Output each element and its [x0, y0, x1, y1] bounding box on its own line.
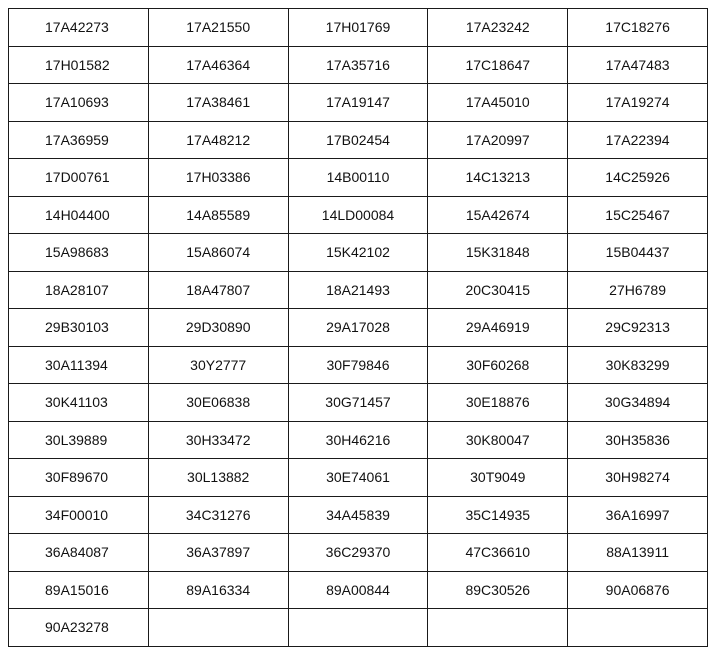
plate-number-cell: 36A84087 — [9, 534, 149, 572]
plate-number-cell: 36A16997 — [568, 496, 708, 534]
plate-number-cell: 90A06876 — [568, 571, 708, 609]
plate-number-cell: 17A35716 — [288, 46, 428, 84]
table-row — [9, 121, 708, 159]
plate-number-cell: 17A42273 — [9, 9, 149, 47]
table-row — [9, 271, 708, 309]
plate-number-cell: 29A46919 — [428, 309, 568, 347]
plate-number-cell: 17H01582 — [9, 46, 149, 84]
plate-number-cell: 15A42674 — [428, 196, 568, 234]
plate-number-cell: 30H98274 — [568, 459, 708, 497]
plate-number-cell: 18A21493 — [288, 271, 428, 309]
table-row — [9, 309, 708, 347]
plate-number-cell: 17A38461 — [148, 84, 288, 122]
table-row — [9, 9, 708, 47]
plate-number-cell: 14C13213 — [428, 159, 568, 197]
plate-number-cell: 29C92313 — [568, 309, 708, 347]
plate-number-cell: 30G71457 — [288, 384, 428, 422]
plate-number-cell: 17C18647 — [428, 46, 568, 84]
plate-number-cell: 30K83299 — [568, 346, 708, 384]
empty-cell — [148, 609, 288, 647]
table-row — [9, 346, 708, 384]
plate-number-cell: 30E06838 — [148, 384, 288, 422]
plate-number-cell: 14LD00084 — [288, 196, 428, 234]
plate-number-cell: 29D30890 — [148, 309, 288, 347]
plate-number-cell: 20C30415 — [428, 271, 568, 309]
table-row — [9, 196, 708, 234]
empty-cell — [288, 609, 428, 647]
plate-number-cell: 30E18876 — [428, 384, 568, 422]
plate-number-cell: 17D00761 — [9, 159, 149, 197]
empty-cell — [428, 609, 568, 647]
plate-number-cell: 17C18276 — [568, 9, 708, 47]
plate-number-cell: 29B30103 — [9, 309, 149, 347]
plate-number-cell: 17A47483 — [568, 46, 708, 84]
plate-number-cell: 34A45839 — [288, 496, 428, 534]
plate-number-cell: 89C30526 — [428, 571, 568, 609]
table-row — [9, 534, 708, 572]
table-row — [9, 459, 708, 497]
plate-number-cell: 88A13911 — [568, 534, 708, 572]
plate-number-cell: 14B00110 — [288, 159, 428, 197]
plate-number-cell: 30F89670 — [9, 459, 149, 497]
plate-number-cell: 30Y2777 — [148, 346, 288, 384]
plate-number-cell: 17A19274 — [568, 84, 708, 122]
plate-number-cell: 17A45010 — [428, 84, 568, 122]
document-page — [8, 8, 708, 647]
table-row — [9, 234, 708, 272]
plate-number-cell: 17A20997 — [428, 121, 568, 159]
plate-number-cell: 17A46364 — [148, 46, 288, 84]
plate-number-cell: 17A10693 — [9, 84, 149, 122]
plate-number-cell: 14C25926 — [568, 159, 708, 197]
plate-number-cell: 17H03386 — [148, 159, 288, 197]
plate-number-cell: 17A23242 — [428, 9, 568, 47]
plate-number-cell: 47C36610 — [428, 534, 568, 572]
plate-number-cell: 89A16334 — [148, 571, 288, 609]
plate-number-cell: 15K42102 — [288, 234, 428, 272]
plate-number-cell: 14A85589 — [148, 196, 288, 234]
plate-number-cell: 15A86074 — [148, 234, 288, 272]
plate-number-cell: 30T9049 — [428, 459, 568, 497]
plate-number-cell: 29A17028 — [288, 309, 428, 347]
plate-number-cell: 17H01769 — [288, 9, 428, 47]
table-row — [9, 571, 708, 609]
table-row — [9, 46, 708, 84]
plate-number-table — [8, 8, 708, 647]
table-row — [9, 609, 708, 647]
table-row — [9, 496, 708, 534]
plate-number-cell: 17A36959 — [9, 121, 149, 159]
plate-number-cell: 30L39889 — [9, 421, 149, 459]
plate-number-cell: 14H04400 — [9, 196, 149, 234]
plate-number-cell: 34C31276 — [148, 496, 288, 534]
plate-number-cell: 17A21550 — [148, 9, 288, 47]
plate-number-cell: 89A00844 — [288, 571, 428, 609]
plate-number-cell: 17A19147 — [288, 84, 428, 122]
table-row — [9, 384, 708, 422]
plate-number-cell: 15A98683 — [9, 234, 149, 272]
plate-number-cell: 17A22394 — [568, 121, 708, 159]
plate-number-cell: 30A11394 — [9, 346, 149, 384]
plate-number-cell: 17B02454 — [288, 121, 428, 159]
table-body — [9, 9, 708, 647]
plate-number-cell: 30E74061 — [288, 459, 428, 497]
plate-number-cell: 30K80047 — [428, 421, 568, 459]
plate-number-cell: 30H46216 — [288, 421, 428, 459]
plate-number-cell: 89A15016 — [9, 571, 149, 609]
plate-number-cell: 30F60268 — [428, 346, 568, 384]
plate-number-cell: 90A23278 — [9, 609, 149, 647]
plate-number-cell: 27H6789 — [568, 271, 708, 309]
plate-number-cell: 15K31848 — [428, 234, 568, 272]
plate-number-cell: 36C29370 — [288, 534, 428, 572]
empty-cell — [568, 609, 708, 647]
plate-number-cell: 18A47807 — [148, 271, 288, 309]
table-row — [9, 421, 708, 459]
plate-number-cell: 30K41103 — [9, 384, 149, 422]
plate-number-cell: 36A37897 — [148, 534, 288, 572]
table-row — [9, 84, 708, 122]
plate-number-cell: 18A28107 — [9, 271, 149, 309]
plate-number-cell: 35C14935 — [428, 496, 568, 534]
plate-number-cell: 30F79846 — [288, 346, 428, 384]
plate-number-cell: 15C25467 — [568, 196, 708, 234]
plate-number-cell: 30L13882 — [148, 459, 288, 497]
plate-number-cell: 34F00010 — [9, 496, 149, 534]
plate-number-cell: 15B04437 — [568, 234, 708, 272]
plate-number-cell: 17A48212 — [148, 121, 288, 159]
plate-number-cell: 30H35836 — [568, 421, 708, 459]
plate-number-cell: 30G34894 — [568, 384, 708, 422]
plate-number-cell: 30H33472 — [148, 421, 288, 459]
table-row — [9, 159, 708, 197]
